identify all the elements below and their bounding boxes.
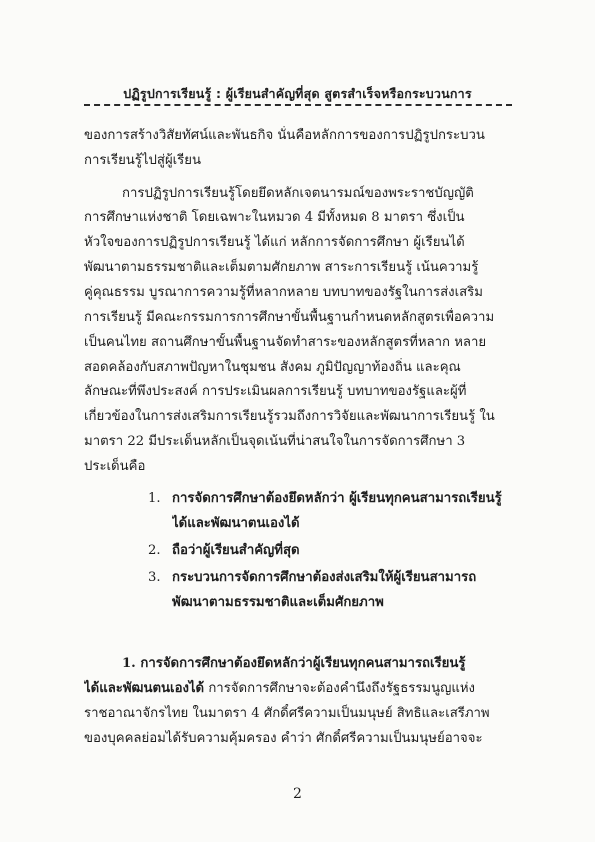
text-line: ของบุคคลย่อมได้รับความคุ้มครอง คำว่า ศักดิ์ศรีความเป็นมนุษย์อาจจะ xyxy=(84,731,483,746)
section-heading: 1. การจัดการศึกษาต้องยึดหลักว่าผู้เรียนทุกคนสามารถเรียนรู้ xyxy=(122,656,466,671)
text-line: ของการสร้างวิสัยทัศน์และพันธกิจ นั่นคือหลักการของการปฏิรูปกระบวน xyxy=(84,128,485,143)
text-line: การปฏิรูปการเรียนรู้โดยยึดหลักเจตนารมณ์ของพระราชบัญญัติ xyxy=(122,186,474,201)
list-item-number: 2. xyxy=(148,543,161,558)
list-item-text: ถือว่าผู้เรียนสำคัญที่สุด xyxy=(172,543,300,558)
text-line: ลักษณะที่พึงประสงค์ การประเมินผลการเรียนรู้ บทบาทของรัฐและผู้ที่ xyxy=(84,384,467,399)
text-line: การเรียนรู้ มีคณะกรรมการการศึกษาขั้นพื้นฐานกำหนดหลักสูตรเพื่อความ xyxy=(84,310,495,325)
header-divider xyxy=(84,104,512,106)
section-heading-continuation: ได้และพัฒนตนเองได้ xyxy=(84,681,205,696)
text-line: การเรียนรู้ไปสู่ผู้เรียน xyxy=(84,153,202,168)
text-line: หัวใจของการปฏิรูปการเรียนรู้ ได้แก่ หลักการจัดการศึกษา ผู้เรียนได้ xyxy=(84,235,465,250)
list-item-text: กระบวนการจัดการศึกษาต้องส่งเสริมให้ผู้เรียนสามารถ xyxy=(172,570,477,585)
text-line: เป็นคนไทย สถานศึกษาขั้นพื้นฐานจัดทำสาระของหลักสูตรที่หลาก หลาย xyxy=(84,335,487,350)
text-line: พัฒนาตามธรรมชาติและเต็มตามศักยภาพ สาระการเรียนรู้ เน้นความรู้ xyxy=(84,260,479,275)
text-line: ราชอาณาจักรไทย ในมาตรา 4 ศักดิ์ศรีความเป็นมนุษย์ สิทธิและเสรีภาพ xyxy=(84,706,490,721)
text-line xyxy=(84,679,514,699)
text-line: การศึกษาแห่งชาติ โดยเฉพาะในหมวด 4 มีทั้งหมด 8 มาตรา ซึ่งเป็น xyxy=(84,210,465,225)
running-header: ปฏิรูปการเรียนรู้ : ผู้เรียนสำคัญที่สุด สูตรสำเร็จหรือกระบวนการ xyxy=(123,86,472,101)
list-item-number: 1. xyxy=(148,491,161,506)
page-number: 2 xyxy=(293,786,302,802)
list-item-number: 3. xyxy=(148,570,161,585)
list-item-text: พัฒนาตามธรรมชาติและเต็มศักยภาพ xyxy=(172,595,384,610)
text-run: การจัดการศึกษาจะต้องคำนึงถึงรัฐธรรมนูญแห่ง xyxy=(204,681,475,696)
text-line: มาตรา 22 มีประเด็นหลักเป็นจุดเน้นที่น่าสนใจในการจัดการศึกษา 3 xyxy=(84,434,466,449)
text-line: คู่คุณธรรม บูรณาการความรู้ที่หลากหลาย บทบาทของรัฐในการส่งเสริม xyxy=(84,285,483,300)
text-line: สอดคล้องกับสภาพปัญหาในชุมชน สังคม ภูมิปัญญาท้องถิ่น และคุณ xyxy=(84,360,461,375)
list-item-text: ได้และพัฒนาตนเองได้ xyxy=(172,516,300,531)
text-line: ประเด็นคือ xyxy=(84,459,146,474)
list-item-text: การจัดการศึกษาต้องยึดหลักว่า ผู้เรียนทุกคนสามารถเรียนรู้ xyxy=(172,491,502,506)
text-line: เกี่ยวข้องในการส่งเสริมการเรียนรู้รวมถึงการวิจัยและพัฒนาการเรียนรู้ ใน xyxy=(84,409,495,424)
